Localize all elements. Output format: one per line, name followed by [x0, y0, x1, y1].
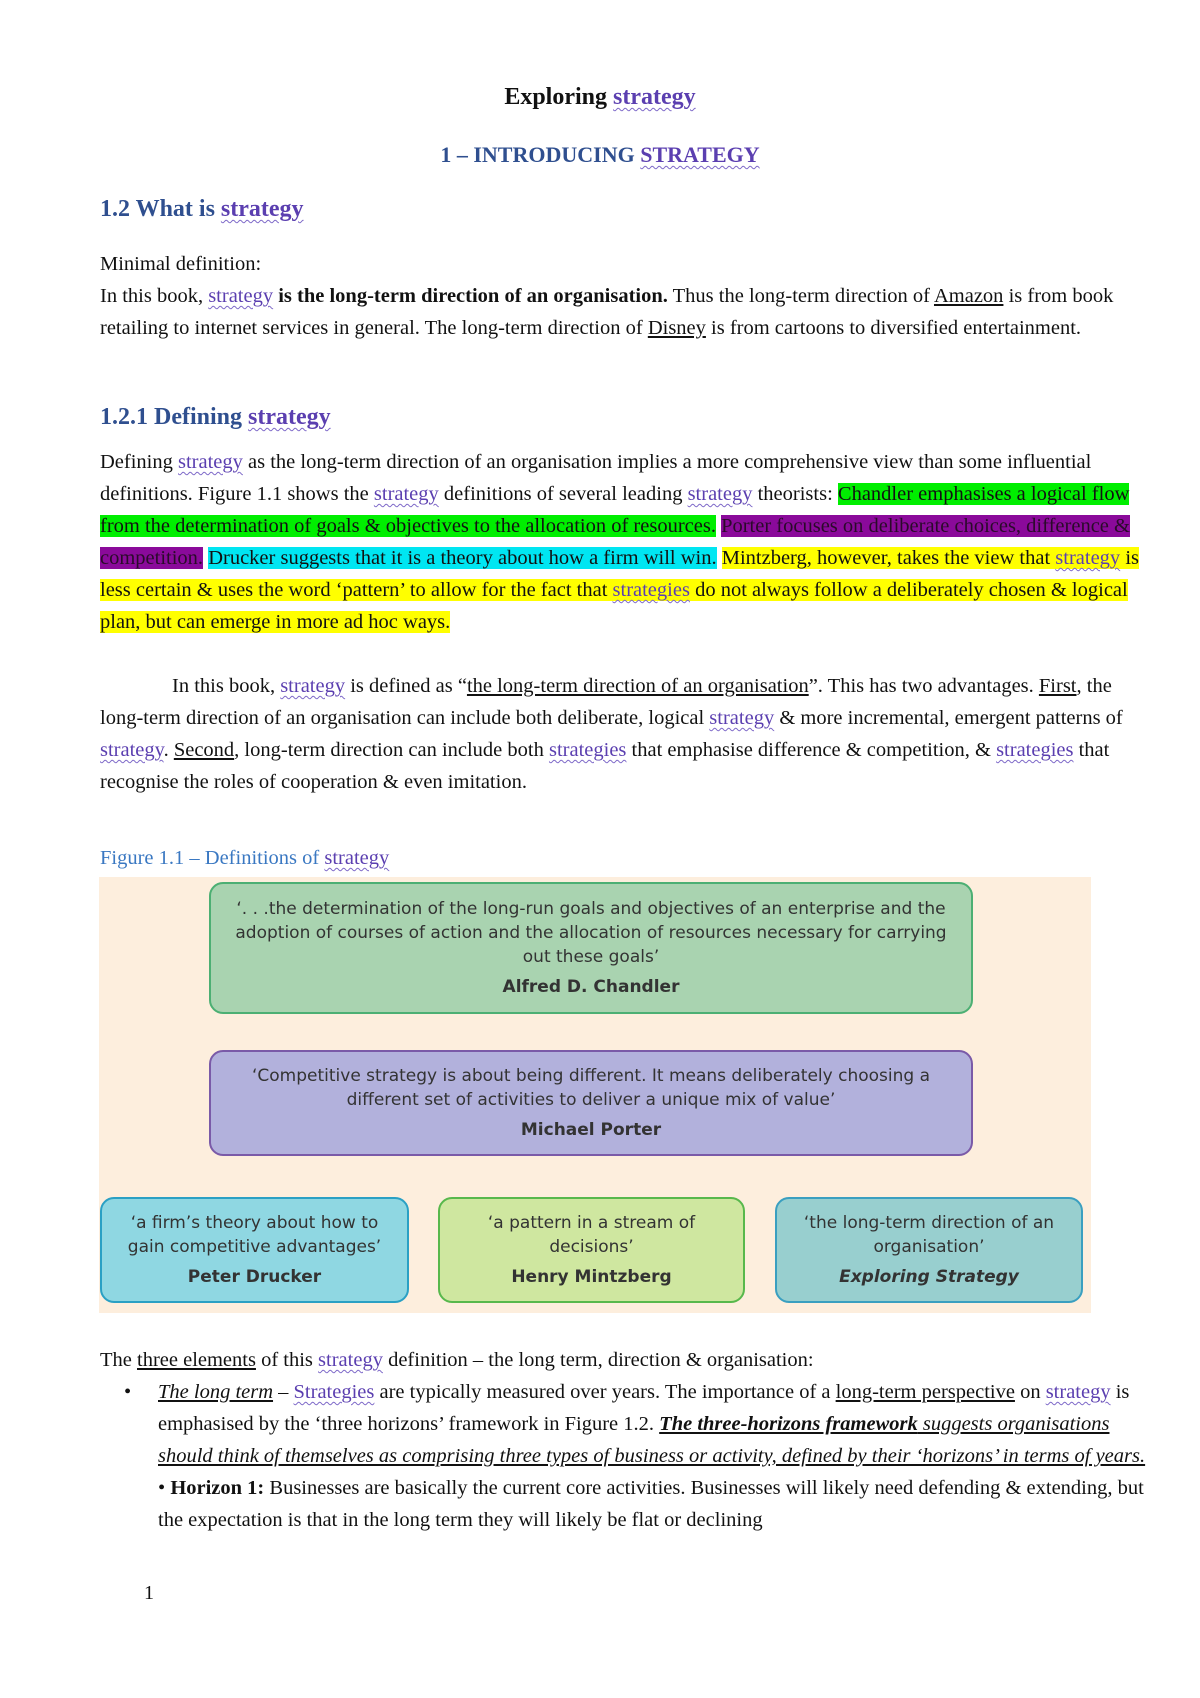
quote-box-porter: [209, 1050, 973, 1156]
figure-caption: Figure 1.1 – Definitions of strategy: [100, 847, 390, 869]
quote-box-exploring-strategy: [775, 1197, 1083, 1303]
elements-list: [100, 1376, 1160, 1536]
chapter-heading: 1 – INTRODUCING STRATEGY: [440, 142, 760, 167]
mintzberg-quote: ‘a pattern in a stream of decisions’: [487, 1213, 696, 1257]
exploring-strategy-name: Exploring Strategy: [839, 1267, 1019, 1287]
page-number: 1: [144, 1582, 154, 1604]
bullet-dot: •: [124, 1381, 132, 1403]
quote-box-mintzberg: [438, 1197, 745, 1303]
highlight-drucker: Drucker suggests that it is a theory about how a firm will win.: [208, 547, 717, 569]
highlight-chandler: Chandler emphasises a logical flow from the determination of goals & objectives to the allocation of resources.: [100, 483, 1130, 537]
highlight-porter: Porter focuses on deliberate choices, difference & competition.: [100, 515, 1130, 569]
drucker-quote: ‘a firm’s theory about how to gain competitive advantages’: [127, 1213, 382, 1257]
chandler-name: Alfred D. Chandler: [502, 977, 680, 997]
drucker-name: Peter Drucker: [187, 1267, 322, 1287]
porter-name: Michael Porter: [520, 1120, 662, 1140]
quote-box-drucker: [100, 1197, 409, 1303]
document-title: Exploring strategy: [504, 84, 696, 110]
paragraph-defining-strategy: Defining strategy as the long-term direction of an organisation implies a more comprehensive view than some influential definitions. Figure 1.1 shows the strategy definitions of several leading strategy theorists: Chandler emphasises a logical flow from the determination of goals & objectives to the allocation of resources. Porter focuses on deliberate choices, difference & competition. Drucker suggests that it is a theory about how a firm will win. Mintzberg, however, takes the view that strategy is less certain & uses the word ‘pattern’ to allow for the fact that strategies do not always follow a deliberately chosen & logical plan, but can emerge in more ad hoc ways.: [100, 451, 1139, 633]
paragraph-minimal-definition: Minimal definition: In this book, strategy is the long-term direction of an organisation. Thus the long-term direction of Amazon is from book retailing to internet services in general. The long-term direction of Disney is from cartoons to diversified entertainment.: [100, 253, 1114, 339]
chandler-quote: ‘. . .the determination of the long-run goals and objectives of an enterprise and the adoption of courses of action and the allocation of resources necessary for carrying out these goals’: [235, 899, 947, 967]
porter-quote: ‘Competitive strategy is about being different. It means deliberately choosing a different set of activities to deliver a unique mix of value’: [252, 1066, 930, 1110]
exploring-strategy-quote: ‘the long-term direction of an organisation’: [803, 1213, 1055, 1257]
horizon-1-item: • Horizon 1: Businesses are basically the current core activities. Businesses will likely need defending & extending, but the expectation is that in the long term they will likely be flat or declining: [158, 1477, 1144, 1531]
paragraph-book-definition: In this book, strategy is defined as “the long-term direction of an organisation”. This has two advantages. First, the long-term direction of an organisation can include both deliberate, logical strategy & more incremental, emergent patterns of strategy. Second, long-term direction can include both strategies that emphasise difference & competition, & strategies that recognise the roles of cooperation & even imitation.: [100, 675, 1123, 793]
highlight-mintzberg: Mintzberg, however, takes the view that strategy is less certain & uses the word ‘pattern’ to allow for the fact that strategies do not always follow a deliberately chosen & logical plan, but can emerge in more ad hoc ways.: [100, 547, 1139, 633]
paragraph-three-elements: The three elements of this strategy definition – the long term, direction & organisation:: [100, 1349, 814, 1371]
figure-definitions-of-strategy: [99, 877, 1091, 1313]
quote-box-chandler: [209, 882, 973, 1014]
heading-defining-strategy: 1.2.1 Defining strategy: [100, 404, 331, 430]
mintzberg-name: Henry Mintzberg: [511, 1267, 672, 1287]
heading-what-is-strategy: 1.2 What is strategy: [100, 196, 304, 222]
list-item-long-term: • The long term – Strategies are typically measured over years. The importance of a long-term perspective on strategy is emphasised by the ‘three horizons’ framework in Figure 1.2. The three-horizons framework suggests organisations should think of themselves as comprising three types of business or activity, defined by their ‘horizons’ in terms of years. • Horizon 1: Businesses are basically the current core activities. Businesses will likely need defending & extending, but the expectation is that in the long term they will likely be flat or declining: [100, 1376, 1160, 1536]
